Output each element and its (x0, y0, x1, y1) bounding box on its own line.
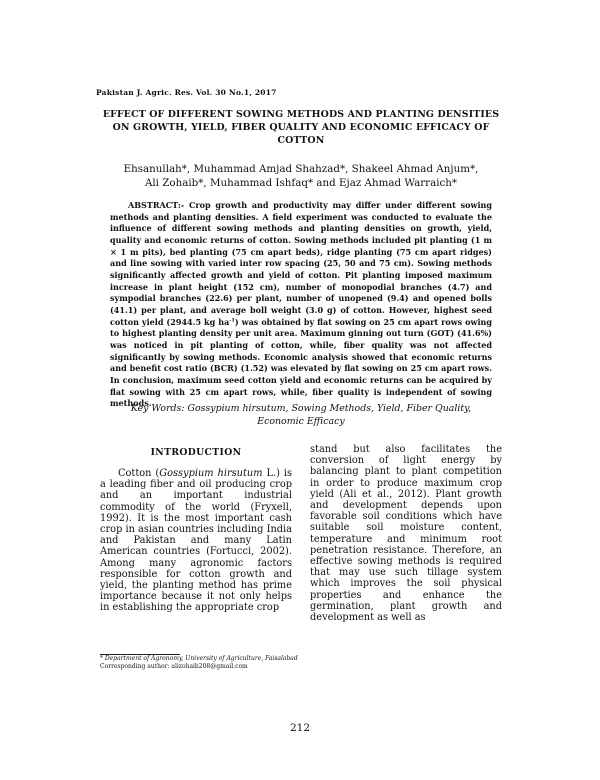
abstract-text-part-2: ) was obtained by flat sowing on 25 cm apart rows owing to highest planting density per unit area. Maximum ginning out turn (GOT) (41.6%) was noticed in pit planting of cotton, while, fiber quality was not affected significantly by sowing methods. Economic analysis showed that economic returns and benefit cost ratio (BCR) (1.52) was elevated by flat sowing on 25 cm apart rows. In conclusion, maximum seed cotton yield and economic returns can be acquired by flat sowing with 25 cm apart rows, while, fiber quality is independent of sowing methods. (110, 316, 492, 409)
authors-line-1: Ehsanullah*, Muhammad Amjad Shahzad*, Shakeel Ahmad Anjum*, (123, 163, 479, 175)
journal-citation: Pakistan J. Agric. Res. Vol. 30 No.1, 2017 (96, 88, 277, 97)
intro-p1-start: Cotton ( (118, 468, 160, 479)
right-column (310, 444, 502, 623)
keywords-line-2: Economic Efficacy (257, 416, 345, 427)
abstract-superscript: -1 (229, 316, 235, 323)
page-number: 212 (289, 722, 311, 734)
left-column (100, 446, 292, 614)
abstract (110, 200, 492, 410)
keywords (100, 402, 502, 428)
intro-p1-rest: L.) is a leading fiber and oil producing crop and an important industrial commodity of the world (Fryxell, 1992). It is the most important cash crop in asian countries including India and Pakistan and many Latin American countries (Fortucci, 2002). Among many agronomic factors responsible for cotton growth and yield, the planting method has prime importance because it not only helps in establishing the appropriate crop (100, 468, 292, 614)
introduction-paragraph-2: stand but also facilitates the conversion of light energy by balancing plant to plant competition in order to produce maximum crop yield (Ali et al., 2012). Plant growth and development depends upon favorable soil conditions which have suitable soil moisture content, temperature and minimum root penetration resistance. Therefore, an effective sowing methods is required that may use such tillage system which improves the soil physical properties and enhance the germination, plant growth and development as well as (310, 444, 502, 624)
abstract-label: ABSTRACT:- (128, 200, 185, 210)
abstract-text-part-1: Crop growth and productivity may differ under different sowing methods and planting densities. A field experiment was conducted to evaluate the influence of different sowing methods and planting densities on growth, yield, quality and economic returns of cotton. Sowing methods included pit planting (1 m × 1 m pits), bed planting (75 cm apart beds), ridge planting (75 cm apart ridges) and line sowing with varied inter row spacing (25, 50 and 75 cm). Sowing methods significantly affected growth and yield of cotton. Pit planting imposed maximum increase in plant height (152 cm), number of monopodial branches (4.7) and sympodial branches (22.6) per plant, number of unopened (9.4) and opened bolls (41.1) per plant, and average boll weight (3.0 g) of cotton. However, highest seed cotton yield (2944.5 kg ha (110, 200, 492, 327)
footnote-corresponding-author: Corresponding author: alizohaib208@gmail.com (100, 662, 248, 670)
article-title: EFFECT OF DIFFERENT SOWING METHODS AND PLANTING DENSITIES ON GROWTH, YIELD, FIBER QUALITY AND ECONOMIC EFFICACY OF COTTON (102, 109, 500, 147)
introduction-paragraph-1 (100, 468, 292, 614)
introduction-heading: INTRODUCTION (150, 447, 242, 458)
footnote-affiliation: * Department of Agronomy, University of Agriculture, Faisalabad (100, 655, 298, 662)
footnote (100, 655, 360, 670)
species-name: Gossypium hirsutum (159, 468, 263, 479)
keywords-line-1: Key Words: Gossypium hirsutum, Sowing Methods, Yield, Fiber Quality, (130, 403, 472, 414)
authors-line-2: Ali Zohaib*, Muhammad Ishfaq* and Ejaz Ahmad Warraich* (144, 177, 458, 189)
author-list (100, 162, 502, 190)
